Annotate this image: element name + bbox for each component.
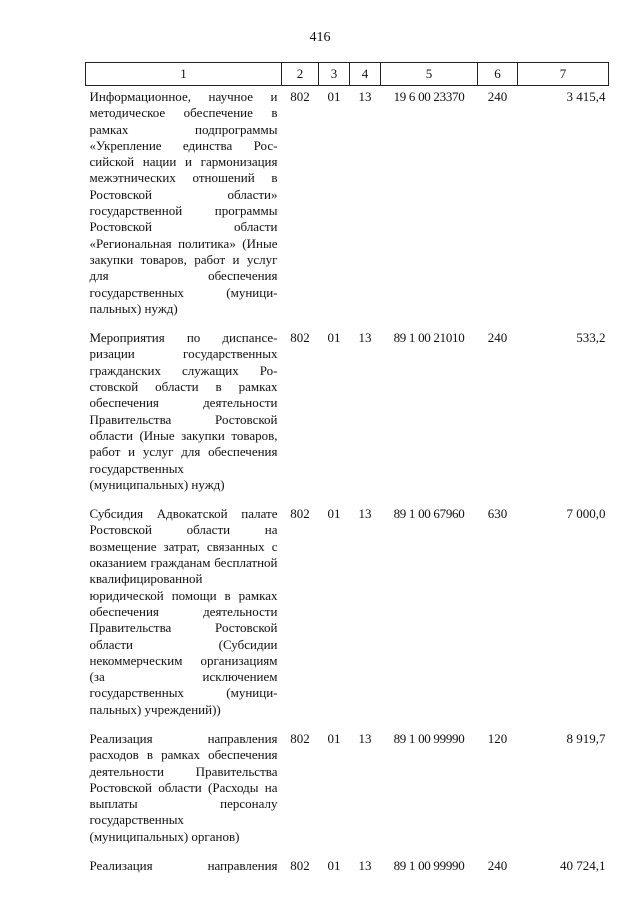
row-subsection-code: 13	[358, 330, 372, 346]
table-row	[86, 327, 609, 503]
column-header: 7	[518, 63, 609, 86]
row-target-article: 89 1 00 99990	[393, 858, 465, 874]
row-target-article: 89 1 00 99990	[393, 730, 465, 746]
row-expense-type: 630	[487, 506, 508, 522]
row-description: Мероприятия по диспансеризации государственных гражданских служащих Ростовской области в рамках обеспечения деятельности Правительства Ростовской области (Иные закупки товаров, работ и услуг для обеспечения государственных (муниципальных) нужд)	[89, 330, 278, 492]
row-description: Субсидия Адвокатской палате Ростовской области на возмещение затрат, связанных с оказанием гражданам бесплатной квалифицированной юридической помощи в рамках обеспечения деятельности Правительства Ростовской области (Субсидии некоммерческим организациям (за исключением государственных (муниципальных) учреждений))	[89, 506, 278, 717]
row-description: Реализация направления расходов в рамках обеспечения деятельности Правительства Ростовской области (Расходы на выплаты персоналу государственных (муниципальных) органов)	[89, 730, 278, 844]
row-expense-type: 240	[487, 330, 508, 346]
budget-table	[85, 62, 609, 884]
row-section-code: 01	[327, 730, 341, 746]
column-header: 5	[381, 63, 478, 86]
row-expense-type: 240	[487, 89, 508, 104]
row-amount: 8 919,7	[566, 730, 606, 746]
page-number: 416	[309, 30, 331, 45]
row-expense-type: 120	[487, 730, 508, 746]
row-ministry-code: 802	[290, 89, 310, 104]
row-subsection-code: 13	[358, 89, 372, 104]
row-ministry-code: 802	[290, 730, 310, 746]
table-row	[86, 503, 609, 728]
row-description: Информационное, научное и методическое обеспечение в рамках подпрограммы «Укрепление единства Российской нации и гармонизация межэтнических отношений в Ростовской области» государственной программы Ростовской области «Региональная политика» (Иные закупки товаров, работ и услуг для обеспечения государственных (муниципальных) нужд)	[89, 89, 278, 316]
row-amount: 3 415,4	[566, 89, 606, 104]
column-header: 2	[282, 63, 319, 86]
row-subsection-code: 13	[358, 506, 372, 522]
row-subsection-code: 13	[358, 730, 372, 746]
row-subsection-code: 13	[358, 858, 372, 874]
column-header: 4	[350, 63, 381, 86]
row-amount: 533,2	[576, 330, 606, 346]
row-section-code: 01	[327, 858, 341, 874]
table-row	[86, 855, 609, 884]
column-header-row	[86, 63, 609, 86]
row-ministry-code: 802	[290, 506, 310, 522]
row-amount: 7 000,0	[566, 506, 606, 522]
row-section-code: 01	[327, 89, 341, 104]
row-target-article: 89 1 00 67960	[393, 506, 465, 522]
row-expense-type: 240	[487, 858, 508, 874]
column-header: 6	[478, 63, 518, 86]
row-ministry-code: 802	[290, 858, 310, 874]
column-header: 1	[86, 63, 282, 86]
table-row	[86, 728, 609, 855]
table-row	[86, 86, 609, 328]
row-section-code: 01	[327, 330, 341, 346]
row-section-code: 01	[327, 506, 341, 522]
row-description: Реализация направления	[89, 858, 278, 874]
column-header: 3	[319, 63, 350, 86]
row-target-article: 19 6 00 23370	[393, 89, 465, 104]
row-ministry-code: 802	[290, 330, 310, 346]
row-target-article: 89 1 00 21010	[393, 330, 465, 346]
row-amount: 40 724,1	[560, 858, 606, 874]
